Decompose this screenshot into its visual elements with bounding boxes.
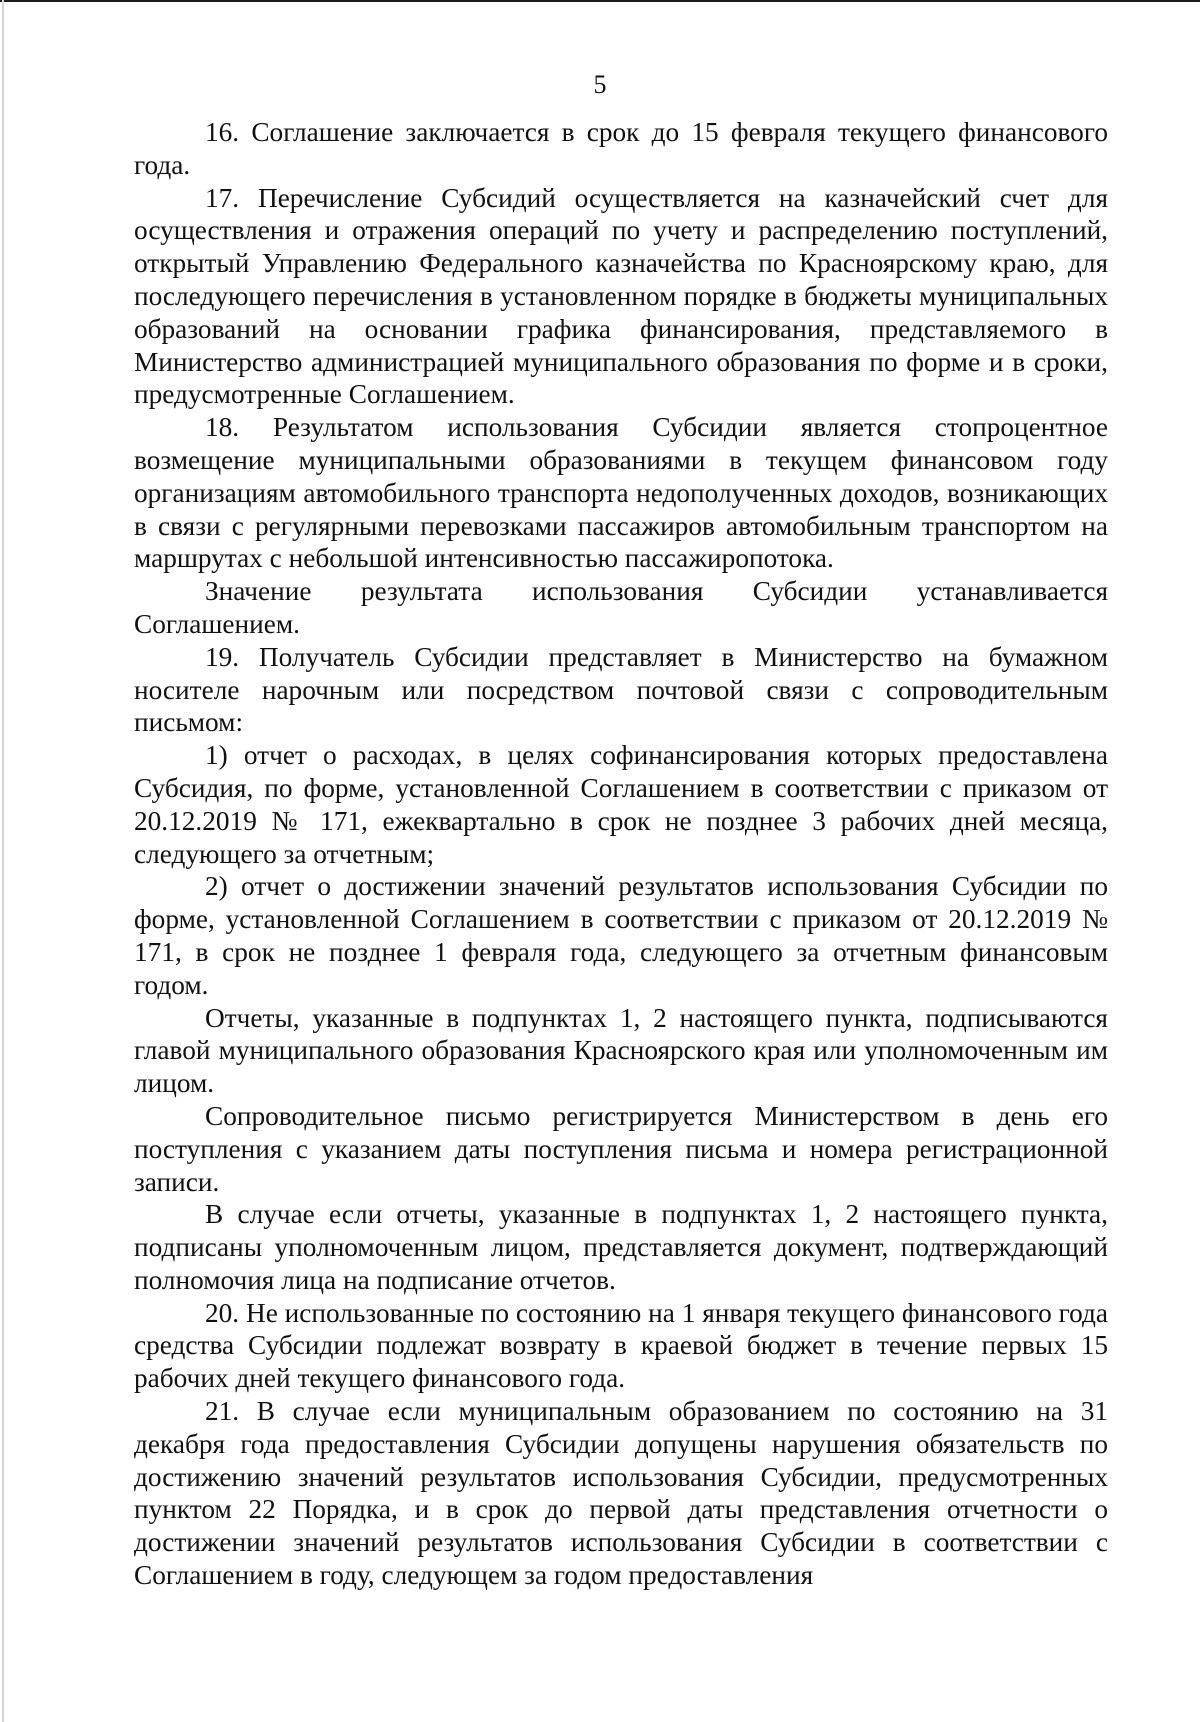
paragraph-19-authority: В случае если отчеты, указанные в подпунктах 1, 2 настоящего пункта, подписаны уполномоченным лицом, представляется документ, подтверждающий полномочия лица на подписание отчетов. [134, 1199, 1108, 1295]
paragraph-19-item-2: 2) отчет о достижении значений результатов использования Субсидии по форме, установленной Соглашением в соответствии с приказом от 20.12.2019 № 171, в срок не позднее 1 февраля года, следующего за отчетным финансовым годом. [134, 871, 1108, 1000]
paragraph-19-item-1: 1) отчет о расходах, в целях софинансирования которых предоставлена Субсидия, по форме, установленной Соглашением в соответствии с приказом от 20.12.2019 № 171, ежеквартально в срок не позднее 3 рабочих дней месяца, следующего за отчетным; [134, 740, 1108, 869]
paragraph-19-cover-letter: Сопроводительное письмо регистрируется Министерством в день его поступления с указанием даты поступления письма и номера регистрационной записи. [134, 1100, 1108, 1197]
page-number: 5 [593, 70, 607, 99]
document-body [134, 116, 1108, 1592]
paragraph-16: 16. Соглашение заключается в срок до 15 февраля текущего финансового года. [134, 117, 1108, 180]
paragraph-18-result-value: Значение результата использования Субсидии устанавливается Соглашением. [134, 576, 1108, 639]
scan-left-border [2, 0, 4, 1722]
paragraph-21: 21. В случае если муниципальным образованием по состоянию на 31 декабря года предоставления Субсидии допущены нарушения обязательств по достижению значений результатов использования Субсидии, предусмотренных пунктом 22 Порядка, и в срок до первой даты представления отчетности о достижении значений результатов использования Субсидии в соответствии с Соглашением в году, следующем за годом предоставления [134, 1396, 1108, 1591]
paragraph-19: 19. Получатель Субсидии представляет в Министерство на бумажном носителе нарочным или посредством почтовой связи с сопроводительным письмом: [134, 641, 1108, 738]
paragraph-18: 18. Результатом использования Субсидии является стопроцентное возмещение муниципальными образованиями в текущем финансовом году организациям автомобильного транспорта недополученных доходов, возникающих в связи с регулярными перевозками пассажиров автомобильным транспортом на маршрутах с небольшой интенсивностью пассажиропотока. [134, 412, 1108, 574]
scan-top-border [0, 0, 1200, 2]
paragraph-17: 17. Перечисление Субсидий осуществляется на казначейский счет для осуществления и отражения операций по учету и распределению поступлений, открытый Управлению Федерального казначейства по Красноярскому краю, для последующего перечисления в установленном порядке в бюджеты муниципальных образований на основании графика финансирования, представляемого в Министерство администрацией муниципального образования по форме и в сроки, предусмотренные Соглашением. [134, 182, 1108, 410]
paragraph-19-signatures: Отчеты, указанные в подпунктах 1, 2 настоящего пункта, подписываются главой муниципального образования Красноярского края или уполномоченным им лицом. [134, 1002, 1108, 1099]
paragraph-20: 20. Не использованные по состоянию на 1 января текущего финансового года средства Субсидии подлежат возврату в краевой бюджет в течение первых 15 рабочих дней текущего финансового года. [134, 1297, 1108, 1394]
